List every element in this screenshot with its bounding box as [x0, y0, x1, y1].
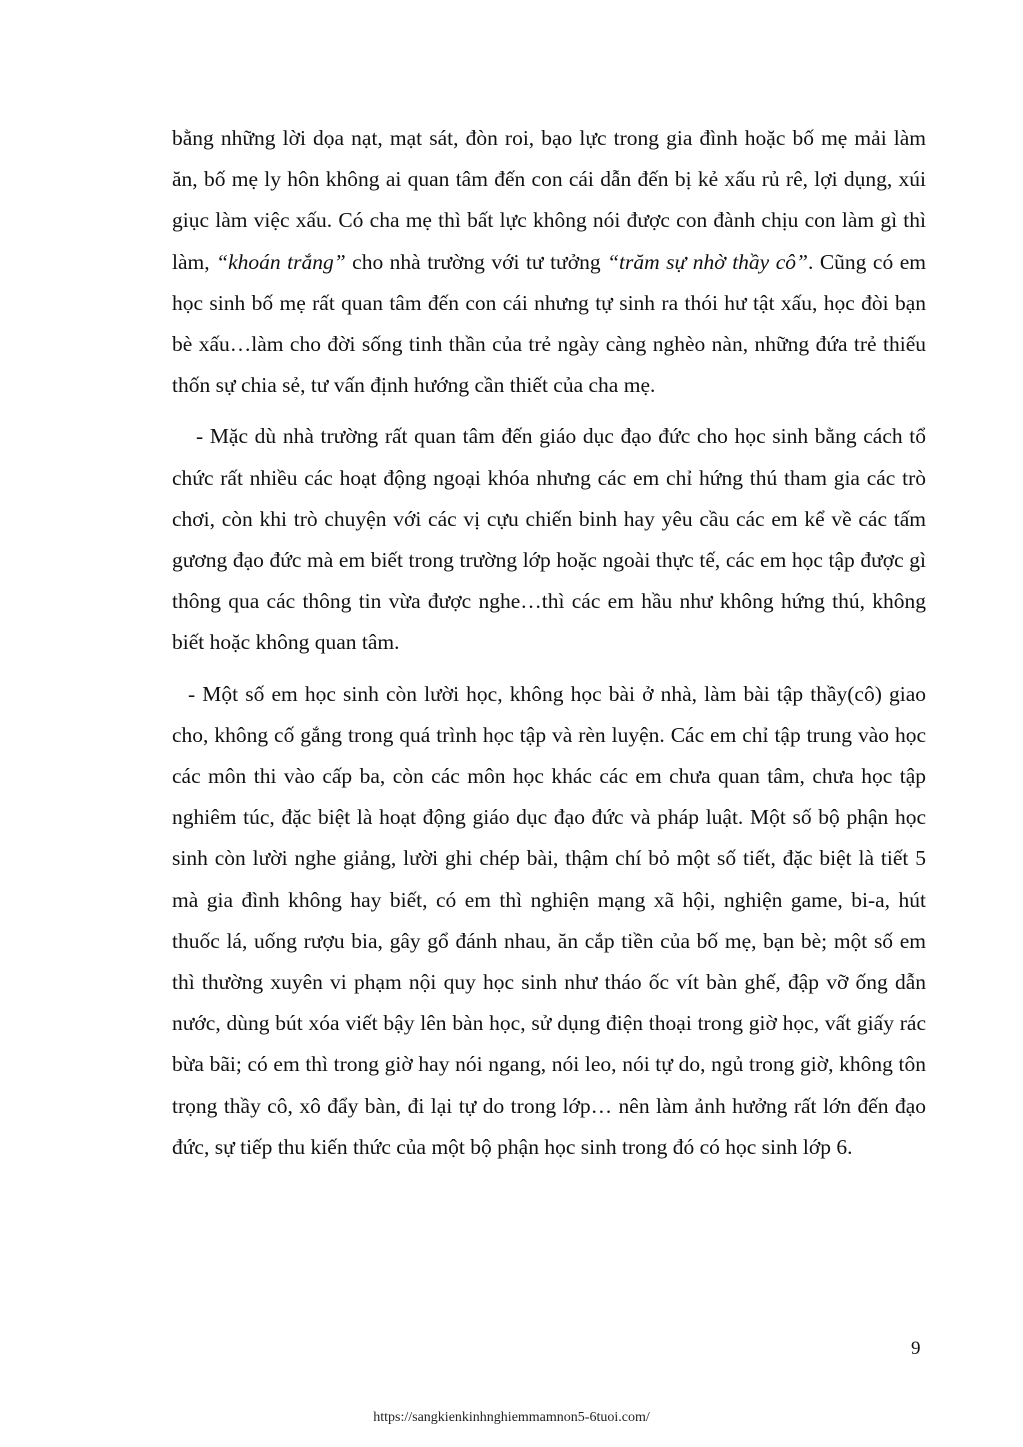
paragraph-lazy-students: - Một số em học sinh còn lười học, không học bài ở nhà, làm bài tập thầy(cô) giao cho, không cố gắng trong quá trình học tập và rèn luyện. Các em chỉ tập trung vào học các môn thi vào cấp ba, còn các môn học khác các em chưa quan tâm, chưa học tập nghiêm túc, đặc biệt là hoạt động giáo dục đạo đức và pháp luật. Một số bộ phận học sinh còn lười nghe giảng, lười ghi chép bài, thậm chí bỏ một số tiết, đặc biệt là tiết 5 mà gia đình không hay biết, có em thì nghiện mạng xã hội, nghiện game, bi-a, hút thuốc lá, uống rượu bia, gây gổ đánh nhau, ăn cắp tiền của bố mẹ, bạn bè; một số em thì thường xuyên vi phạm nội quy học sinh như tháo ốc vít bàn ghế, đập vỡ ống dẫn nước, dùng bút xóa viết bậy lên bàn học, sử dụng điện thoại trong giờ học, vất giấy rác bừa bãi; có em thì trong giờ hay nói ngang, nói leo, nói tự do, ngủ trong giờ, không tôn trọng thầy cô, xô đẩy bàn, đi lại tự do trong lớp… nên làm ảnh hưởng rất lớn đến đạo đức, sự tiếp thu kiến thức của một bộ phận học sinh trong đó có học sinh lớp 6.	[172, 681, 926, 1159]
document-body	[172, 118, 926, 1178]
paragraph-1-text-2: cho nhà trường với tư tưởng	[345, 249, 608, 274]
paragraph-1-text-1: bằng những lời dọa nạt, mạt sát, đòn roi, bạo lực trong gia đình hoặc bố mẹ mải làm ăn, bố mẹ ly hôn không ai quan tâm đến con cái dẫn đến bị kẻ xấu rủ rê, lợi dụng, xúi giục làm việc xấu. Có cha mẹ thì bất lực không nói được con đành chịu con làm gì thì làm,	[172, 126, 926, 274]
paragraph-1-text-3: . Cũng có em học sinh bố mẹ rất quan tâm đến con cái nhưng tự sinh ra thói hư tật xấu, học đòi bạn bè xấu…làm cho đời sống tinh thần của trẻ ngày càng nghèo nàn, những đứa trẻ thiếu thốn sự chia sẻ, tư vấn định hướng cần thiết của cha mẹ.	[172, 249, 926, 398]
quote-khoan-trang: “khoán trắng”	[216, 249, 346, 274]
page-number: 9	[911, 1338, 921, 1359]
paragraph-continuation	[172, 118, 926, 406]
paragraph-extracurricular: - Mặc dù nhà trường rất quan tâm đến giáo dục đạo đức cho học sinh bằng cách tổ chức rất nhiều các hoạt động ngoại khóa nhưng các em chỉ hứng thú tham gia các trò chơi, còn khi trò chuyện với các vị cựu chiến binh hay yêu cầu các em kể về các tấm gương đạo đức mà em biết trong trường lớp hoặc ngoài thực tế, các em học tập được gì thông qua các thông tin vừa được nghe…thì các em hầu như không hứng thú, không biết hoặc không quan tâm.	[172, 424, 926, 655]
quote-tram-su-nho-thay-co: “trăm sự nhờ thầy cô”	[607, 249, 808, 274]
footer-url: https://sangkienkinhnghiemmamnon5-6tuoi.com/	[373, 1410, 650, 1425]
